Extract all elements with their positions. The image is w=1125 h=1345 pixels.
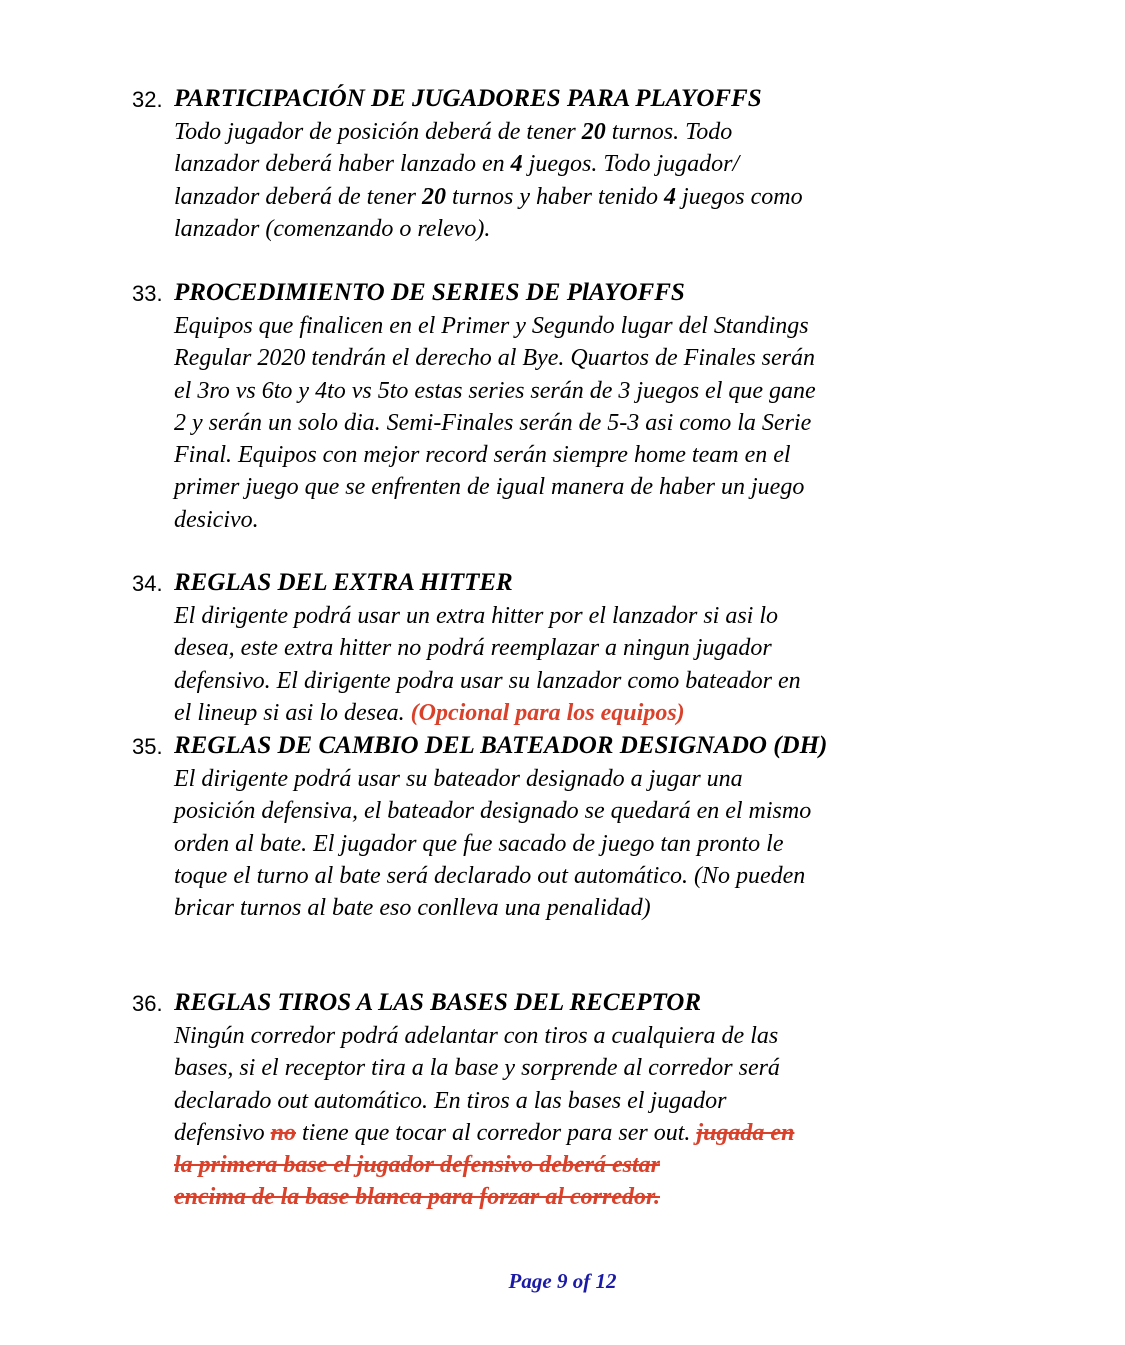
rule-line: defensivo. El dirigente podra usar su lanzador como bateador en — [174, 667, 801, 694]
struck-line: encima de la base blanca para forzar al corredor. — [174, 1184, 660, 1211]
struck-word: no — [270, 1119, 296, 1146]
rule-line: El dirigente podrá usar un extra hitter por el lanzador si asi lo — [174, 603, 778, 629]
rule-line: Ningún corredor podrá adelantar con tiros a cualquiera de las — [174, 1023, 779, 1049]
rule-line: el 3ro vs 6to y 4to vs 5to estas series serán de 3 juegos el que gane — [174, 377, 816, 404]
rule-line: posición defensiva, el bateador designado se quedará en el mismo — [174, 798, 812, 825]
rule-line: declarado out automático. En tiros a las bases el jugador — [174, 1087, 727, 1114]
rule-line: Todo jugador de posición deberá de tener 20 turnos. Todo — [174, 119, 733, 145]
rule-line: defensivo no tiene que tocar al corredor para ser out. jugada en — [174, 1119, 795, 1146]
rule-title: PROCEDIMIENTO DE SERIES DE PlAYOFFS — [174, 279, 685, 306]
rule-number: 33. — [132, 281, 163, 306]
rule-32 — [132, 84, 962, 245]
rule-line: orden al bate. El jugador que fue sacado de juego tan pronto le — [174, 830, 784, 857]
rule-line: bases, si el receptor tira a la base y sorprende al corredor será — [174, 1055, 780, 1082]
rule-line: bricar turnos al bate eso conlleva una penalidad) — [174, 895, 651, 922]
rule-line: lanzador deberá haber lanzado en 4 juegos. Todo jugador/ — [174, 151, 740, 178]
rule-number: 34. — [132, 571, 163, 596]
rule-number: 32. — [132, 87, 163, 112]
rule-line: primer juego que se enfrenten de igual manera de haber un juego — [174, 474, 805, 501]
rule-number: 35. — [132, 734, 163, 759]
page-number-footer: Page 9 of 12 — [508, 1269, 617, 1293]
rule-line: lanzador deberá de tener 20 turnos y haber tenido 4 juegos como — [174, 183, 803, 210]
rule-line: Equipos que finalicen en el Primer y Segundo lugar del Standings — [174, 313, 809, 339]
rule-line: desea, este extra hitter no podrá reemplazar a ningun jugador — [174, 635, 772, 662]
optional-note: (Opcional para los equipos) — [410, 699, 685, 726]
rule-title: REGLAS DE CAMBIO DEL BATEADOR DESIGNADO (DH) — [174, 732, 828, 759]
rule-number: 36. — [132, 991, 163, 1016]
struck-line: la primera base el jugador defensivo deberá estar — [174, 1152, 660, 1179]
rule-line: 2 y serán un solo dia. Semi-Finales serán de 5-3 asi como la Serie — [174, 409, 812, 436]
rule-line: Final. Equipos con mejor record serán siempre home team en el — [174, 442, 791, 469]
rule-line: toque el turno al bate será declarado out automático. (No pueden — [174, 862, 806, 889]
rule-line: Regular 2020 tendrán el derecho al Bye. Quartos de Finales serán — [174, 345, 815, 372]
rule-36 — [132, 988, 962, 1214]
struck-text: jugada en — [696, 1119, 795, 1146]
rule-line: El dirigente podrá usar su bateador designado a jugar una — [174, 766, 743, 792]
rule-line: desicivo. — [174, 506, 259, 533]
rule-33 — [132, 278, 962, 536]
rule-line: el lineup si asi lo desea. (Opcional para los equipos) — [174, 699, 685, 726]
rule-34 — [132, 568, 962, 729]
rule-title: REGLAS DEL EXTRA HITTER — [174, 569, 513, 596]
rule-title: REGLAS TIROS A LAS BASES DEL RECEPTOR — [174, 989, 702, 1016]
rule-line: lanzador (comenzando o relevo). — [174, 215, 491, 242]
rule-title: PARTICIPACIÓN DE JUGADORES PARA PLAYOFFS — [174, 85, 762, 112]
rule-35 — [132, 731, 962, 924]
